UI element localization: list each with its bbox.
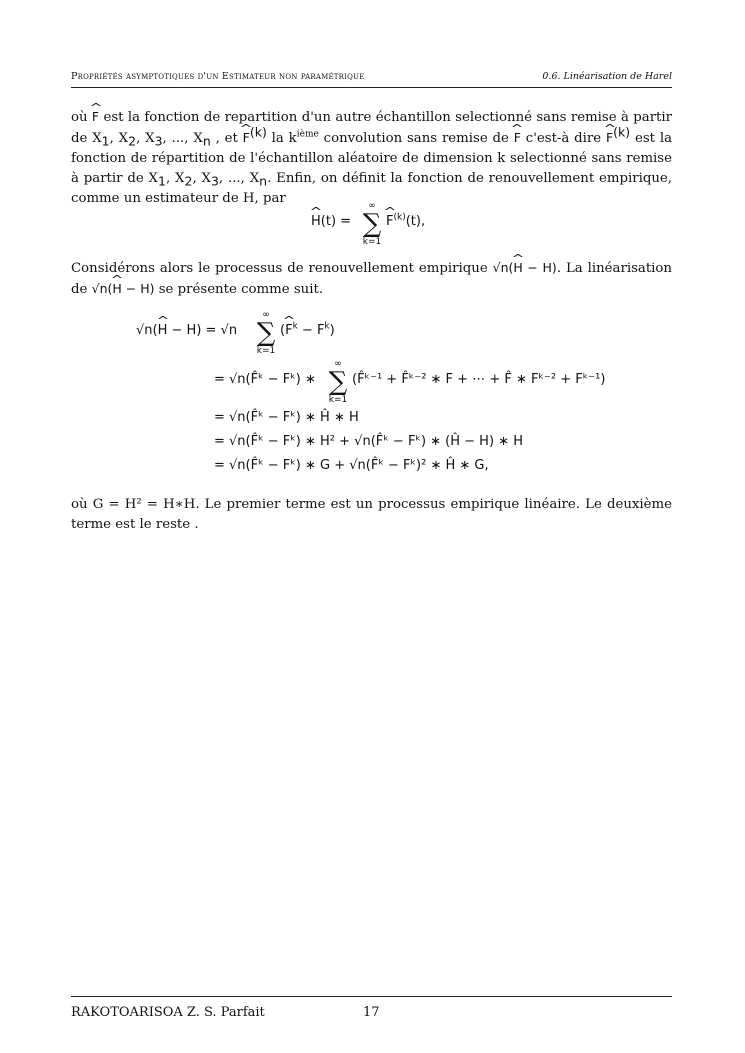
math-text: ) bbox=[329, 323, 335, 338]
paragraph-linearisation bbox=[71, 258, 672, 300]
math-text: = √n(F̂ᵏ − Fᵏ) ∗ H² + √n(F̂ᵏ − Fᵏ) ∗ (Ĥ − H) ∗ H bbox=[214, 434, 523, 449]
math-text: √n( bbox=[136, 323, 158, 338]
math-text: (t), bbox=[405, 214, 426, 229]
f-hat-symbol: ^ F bbox=[606, 128, 613, 148]
equation-array bbox=[0, 310, 745, 490]
sum-upper-limit: ∞ bbox=[368, 201, 376, 211]
equation-row-5 bbox=[214, 458, 489, 473]
equation-content bbox=[311, 214, 351, 229]
footer-author: RAKOTOARISOA Z. S. Parfait bbox=[71, 1005, 265, 1020]
h-hat-symbol: ^ H bbox=[311, 214, 321, 229]
math-text: (t) = bbox=[320, 214, 352, 229]
text-run: se présente comme suit. bbox=[154, 282, 324, 297]
math-text: √n( bbox=[492, 260, 514, 275]
subscript: 2 bbox=[184, 173, 193, 189]
math-text: − H) bbox=[522, 260, 557, 275]
subscript: 3 bbox=[210, 173, 219, 189]
h-hat-symbol: ^ H bbox=[158, 323, 168, 338]
math-text: = √n(F̂ᵏ − Fᵏ) ∗ bbox=[214, 372, 316, 387]
equation-row-4 bbox=[214, 434, 523, 449]
f-hat-symbol: ^ F bbox=[243, 128, 250, 148]
sum-lower-limit: k=1 bbox=[362, 237, 382, 247]
sum-upper-limit: ∞ bbox=[334, 359, 342, 369]
f-hat-symbol: ^ F bbox=[386, 214, 393, 229]
text-run: , X bbox=[136, 131, 155, 146]
math-text: = √n(F̂ᵏ − Fᵏ) ∗ Ĥ ∗ H bbox=[214, 410, 359, 425]
math-text: − H) = √n bbox=[167, 323, 238, 338]
text-run: est la fonction de repartition d'un autre échantillon selectionné sans remise à partir de X bbox=[71, 110, 673, 146]
sum-lower-limit: k=1 bbox=[328, 395, 348, 405]
text-run: , et bbox=[210, 131, 243, 146]
math-text: − F bbox=[297, 323, 325, 338]
text-run: convolution sans remise de bbox=[318, 131, 514, 146]
math-text: = √n(F̂ᵏ − Fᵏ) ∗ G + √n(F̂ᵏ − Fᵏ)² ∗ Ĥ ∗ G, bbox=[214, 458, 489, 473]
sigma-symbol: ∑ bbox=[256, 318, 276, 348]
text-run: , X bbox=[165, 171, 185, 186]
math-text: ( bbox=[280, 323, 286, 338]
text-run: , ..., X bbox=[218, 171, 260, 186]
text-run: la k bbox=[266, 131, 297, 146]
text-run: , ..., X bbox=[162, 131, 203, 146]
equation-rhs bbox=[386, 214, 425, 229]
equation-row-1 bbox=[136, 323, 237, 338]
display-equation-renewal bbox=[0, 201, 745, 253]
text-run: . La linéarisation de bbox=[71, 261, 672, 297]
summation bbox=[326, 359, 350, 405]
text-run: où bbox=[71, 110, 92, 125]
f-hat-symbol: ^ F bbox=[285, 323, 292, 338]
math-text: − H) bbox=[121, 281, 155, 296]
math-text: (F̂ᵏ⁻¹ + F̂ᵏ⁻² ∗ F + ⋯ + F̂ ∗ Fᵏ⁻² + Fᵏ⁻¹) bbox=[352, 372, 606, 387]
paragraph-definition bbox=[71, 107, 672, 209]
subscript: n bbox=[202, 133, 211, 149]
text-run: est la fonction de répartition de l'échantillon aléatoire de dimension k selectionné sans remise à partir de X bbox=[71, 131, 673, 186]
text-run: , X bbox=[109, 131, 129, 146]
text-run: c'est-à dire bbox=[520, 131, 606, 146]
sigma-symbol: ∑ bbox=[362, 209, 382, 239]
sum-upper-limit: ∞ bbox=[262, 310, 270, 320]
subscript: 2 bbox=[128, 133, 137, 149]
equation-row-2-rhs bbox=[352, 372, 605, 387]
h-hat-symbol: ^ H bbox=[112, 279, 121, 299]
header-title: Propriétés asymptotiques d'un Estimateur non paramétrique bbox=[71, 71, 365, 82]
equation-row-1-rhs: (^ $F^k - F^k$) bbox=[280, 323, 335, 338]
paragraph-conclusion: où G = H² = H∗H. Le premier terme est un processus empirique linéaire. Le deuxième terme est le reste . bbox=[71, 497, 672, 532]
superscript: (k) bbox=[393, 212, 406, 223]
subscript: n bbox=[259, 173, 268, 189]
superscript: (k) bbox=[249, 124, 267, 140]
math-text: √n( bbox=[91, 281, 113, 296]
text-run: . Enfin, on définit la fonction de renouvellement empirique, comme un estimateur de H, par bbox=[71, 171, 673, 206]
sum-lower-limit: k=1 bbox=[256, 346, 276, 356]
running-header bbox=[71, 71, 672, 87]
text-run: Considérons alors le processus de renouvellement empirique bbox=[71, 261, 493, 276]
sigma-symbol: ∑ bbox=[328, 367, 348, 397]
equation-row-2 bbox=[214, 372, 316, 387]
h-hat-symbol: ^ H bbox=[513, 258, 522, 278]
subscript: 1 bbox=[101, 133, 110, 149]
summation bbox=[254, 310, 278, 356]
text-run: , X bbox=[192, 171, 211, 186]
subscript: 3 bbox=[154, 133, 163, 149]
equation-row-3 bbox=[214, 410, 359, 425]
header-rule bbox=[71, 87, 672, 88]
footer-rule bbox=[71, 996, 672, 997]
superscript: ième bbox=[296, 129, 319, 140]
superscript: (k) bbox=[613, 124, 631, 140]
page-number: 17 bbox=[363, 1005, 380, 1020]
header-section: 0.6. Linéarisation de Harel bbox=[542, 71, 672, 82]
f-hat-symbol: ^ F bbox=[514, 128, 521, 148]
subscript: 1 bbox=[158, 173, 166, 189]
f-hat-symbol: ^ F bbox=[92, 107, 99, 127]
summation bbox=[360, 201, 384, 247]
